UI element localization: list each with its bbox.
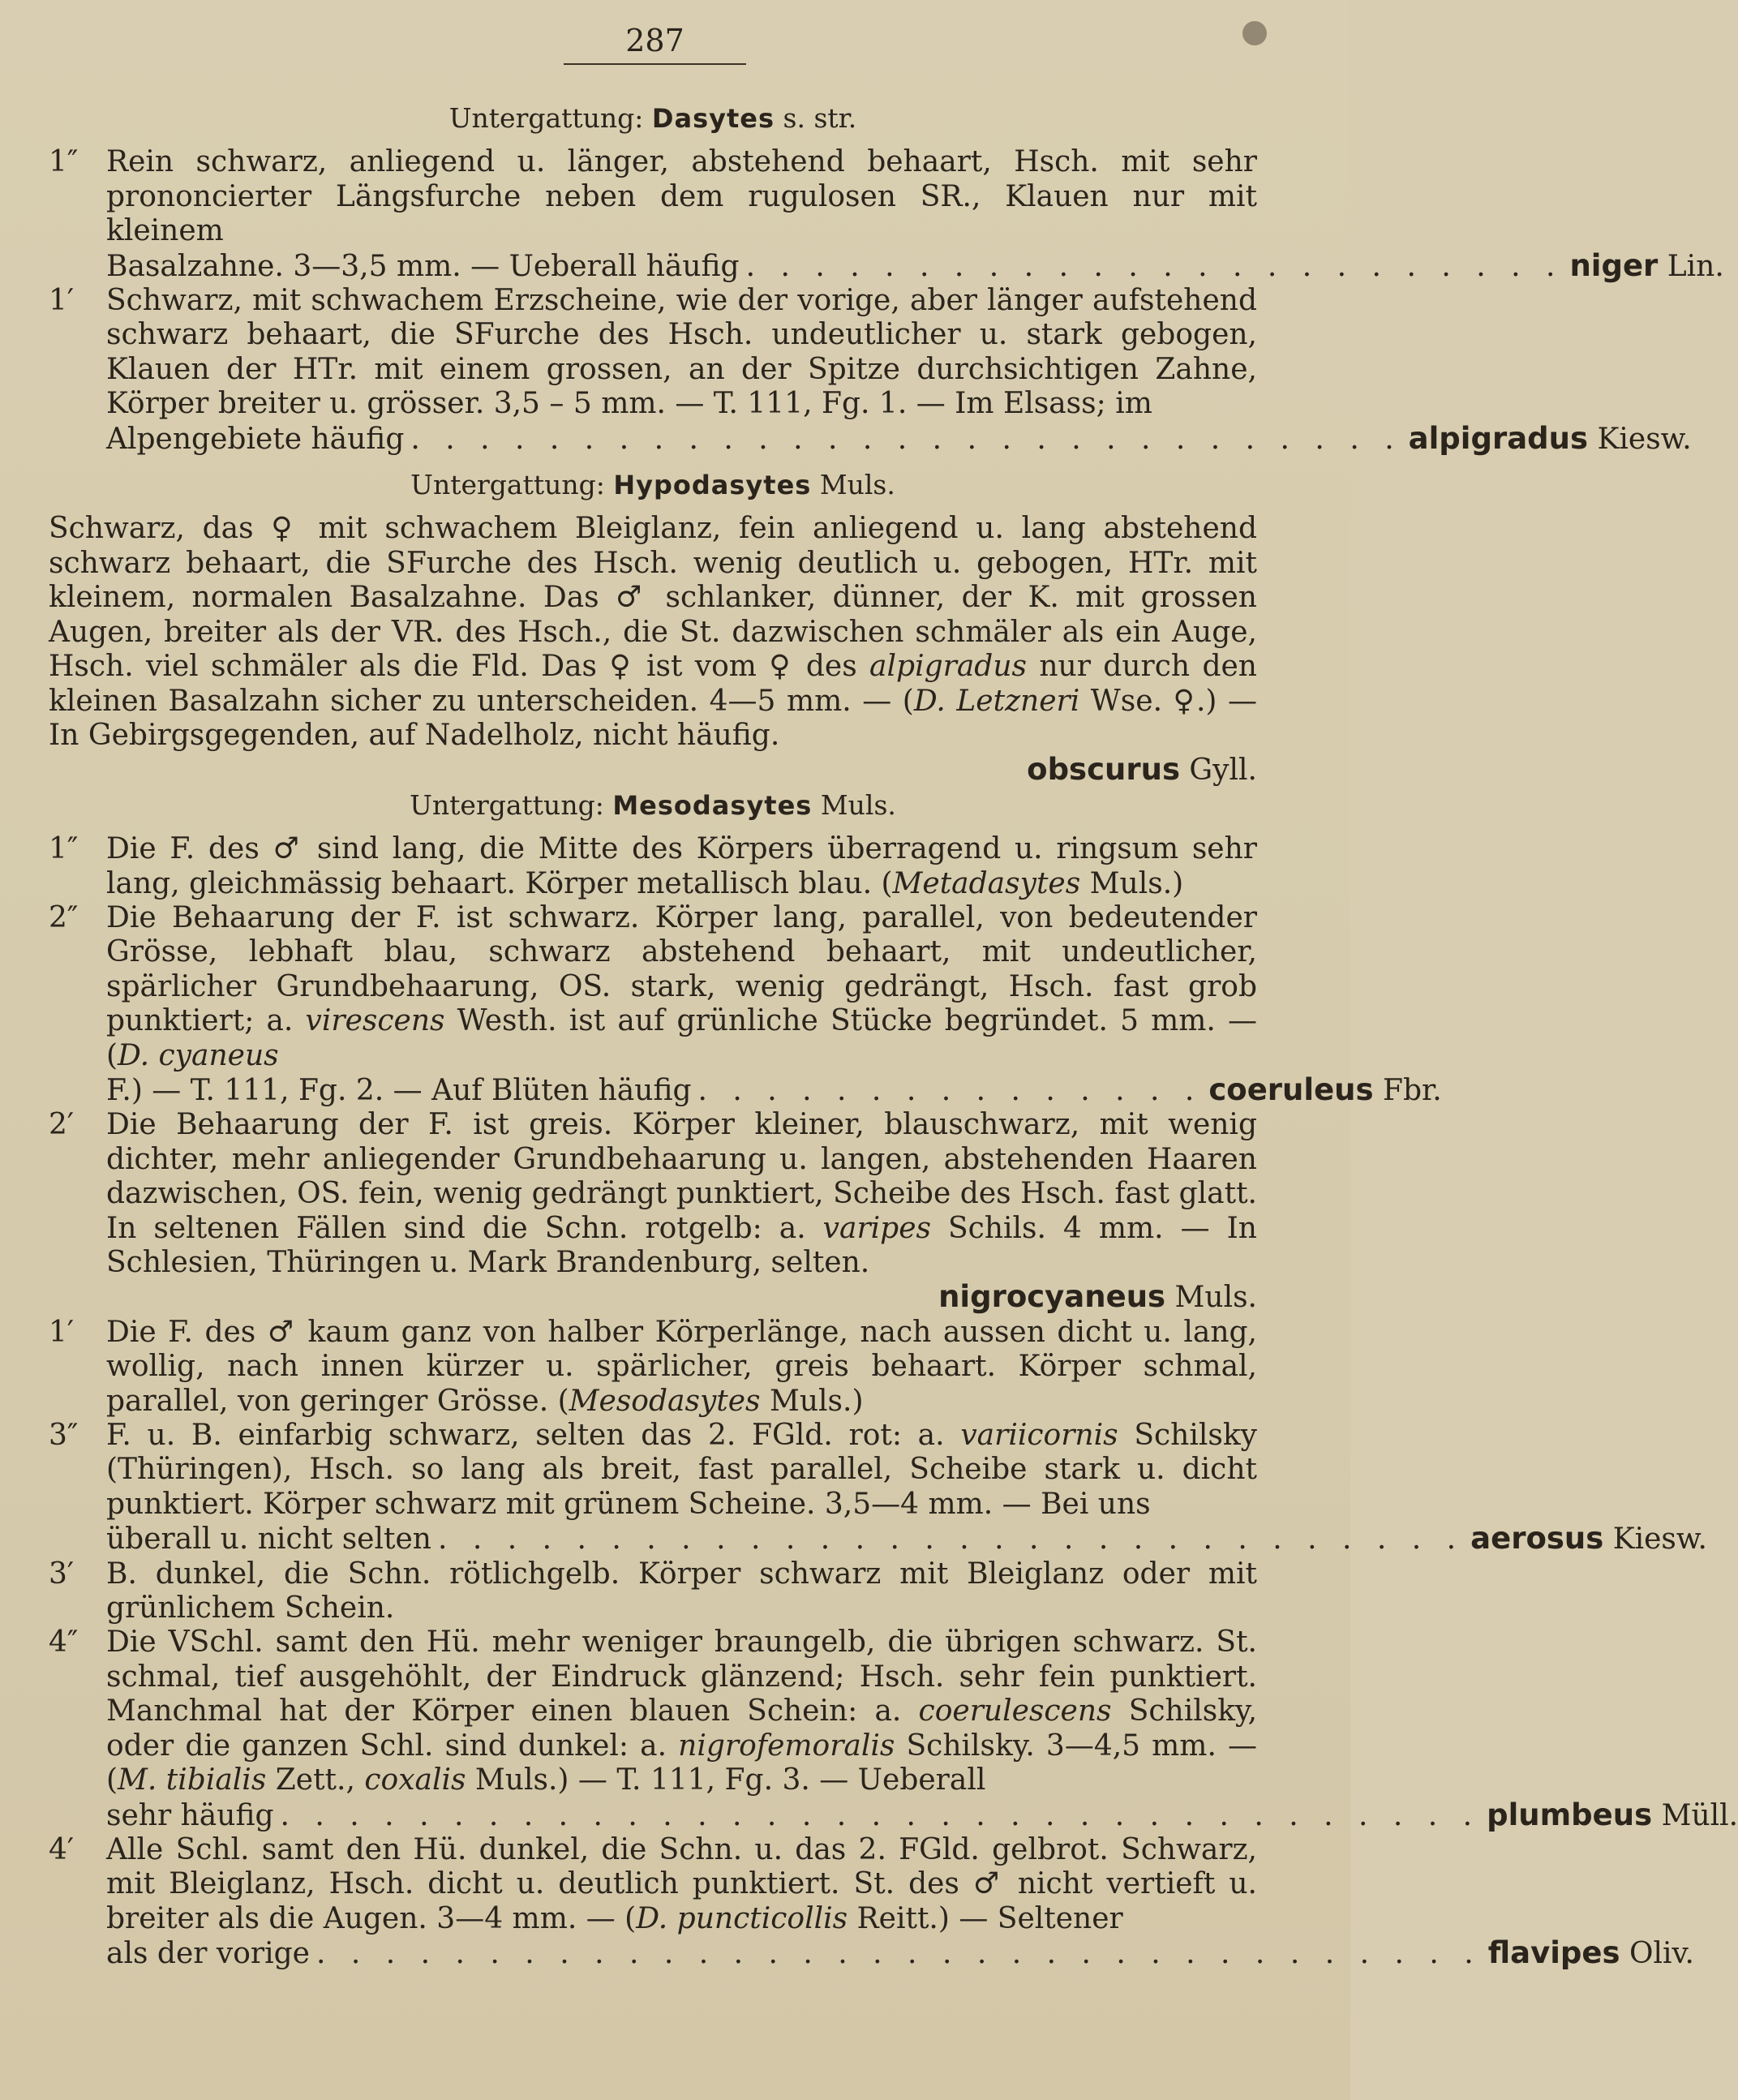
- genus-name: Mesodasytes: [612, 789, 813, 821]
- species-line: Basalzahne. 3—3,5 mm. — Ueberall häufig . . . . . . . . . . . . . . . . . . . . . . . . niger Lin.: [106, 247, 1724, 283]
- entry-number: 4″: [49, 1625, 79, 1660]
- key-entry: 1′ Die F. des ♂ kaum ganz von halber Körperlänge, nach aussen dicht u. lang, wollig, nach innen kürzer u. spärlicher, greis behaart. Körper schmal, parallel, von geringer Grösse. (Mesodasytes Muls.): [49, 1315, 1257, 1418]
- key-entry: 4″ Die VSchl. samt den Hü. mehr weniger braungelb, die übrigen schwarz. St. schmal, tief ausgehöhlt, der Eindruck glänzend; Hsch. sehr fein punktiert. Manchmal hat der Körper einen blauen Schein: a. coerulescens Schilsky, oder die ganzen Schl. sind dunkel: a. nigrofemoralis Schilsky. 3—4,5 mm. — (M. tibialis Zett., coxalis Muls.) — T. 111, Fg. 3. — Ueberall sehr häufig . . . . . . . . . . . . . . . . . . . . . . . . . . . . . . . . . . . plumbeus Müll.: [49, 1625, 1738, 1832]
- species-name: niger: [1569, 247, 1659, 283]
- species-author: Kiesw.: [1597, 422, 1692, 456]
- entry-number: 2′: [49, 1108, 75, 1142]
- entry-number: 3′: [49, 1557, 75, 1591]
- key-entry: 4′ Alle Schl. samt den Hü. dunkel, die Schn. u. das 2. FGld. gelbrot. Schwarz, mit Bleiglanz, Hsch. dicht u. deutlich punktiert. St. des ♂ nicht vertieft u. breiter als die Augen. 3—4 mm. — (D. puncticollis Reitt.) — Seltener als der vorige . . . . . . . . . . . . . . . . . . . . . . . . . . . . . . . . . . flavipes Oliv.: [49, 1832, 1695, 1971]
- species-name: flavipes: [1487, 1935, 1620, 1971]
- species-author: Muls.: [1174, 1281, 1257, 1315]
- species-line: sehr häufig . . . . . . . . . . . . . . . . . . . . . . . . . . . . . . . . . . . plumbeus Müll.: [106, 1797, 1738, 1832]
- key-entry: 1′ Schwarz, mit schwachem Erzscheine, wie der vorige, aber länger aufstehend schwarz behaart, die SFurche des Hsch. undeutlicher u. stark gebogen, Klauen der HTr. mit einem grossen, an der Spitze durchsichtigen Zahne, Körper breiter u. grösser. 3,5 – 5 mm. — T. 111, Fg. 1. — Im Elsass; im Alpengebiete häufig . . . . . . . . . . . . . . . . . . . . . . . . . . . . . alpigradus Kiesw.: [49, 284, 1692, 456]
- entry-number: 1′: [49, 1315, 75, 1349]
- species-name: coeruleus: [1208, 1071, 1374, 1107]
- genus-name: Dasytes: [651, 103, 775, 134]
- key-entry: 3′ B. dunkel, die Schn. rötlichgelb. Körper schwarz mit Bleiglanz oder mit grünlichem Schein.: [49, 1557, 1257, 1625]
- species-author: Kiesw.: [1612, 1522, 1707, 1557]
- species-line: Alpengebiete häufig . . . . . . . . . . . . . . . . . . . . . . . . . . . . . alpigradus Kiesw.: [106, 420, 1692, 456]
- leader-dots: . . . . . . . . . . . . . . . . . . . . . . . . . . . . . . . . . . .: [280, 1798, 1481, 1832]
- species-author: Oliv.: [1629, 1937, 1695, 1971]
- section-heading-dasytes: Untergattung: Dasytes s. str.: [448, 102, 857, 134]
- description-paragraph: Schwarz, das ♀ mit schwachem Bleiglanz, fein anliegend u. lang abstehend schwarz behaart, die SFurche des Hsch. wenig deutlich u. gebogen, HTr. mit kleinem, normalen Basalzahne. Das ♂ schlanker, dünner, der K. mit grossen Augen, breiter als der VR. des Hsch., die St. dazwischen schmäler als ein Auge, Hsch. viel schmäler als die Fld. Das ♀ ist vom ♀ des alpigradus nur durch den kleinen Basalzahn sicher zu unterscheiden. 4—5 mm. — (D. Letzneri Wse. ♀.) — In Gebirgsgegenden, auf Nadelholz, nicht häufig. obscurus Gyll.: [49, 512, 1257, 788]
- entry-number: 1″: [49, 832, 79, 866]
- species-author: Gyll.: [1189, 754, 1257, 788]
- key-entry: 1″ Die F. des ♂ sind lang, die Mitte des Körpers überragend u. ringsum sehr lang, gleichmässig behaart. Körper metallisch blau. (Metadasytes Muls.): [49, 832, 1257, 900]
- species-line: F.) — T. 111, Fg. 2. — Auf Blüten häufig . . . . . . . . . . . . . . . coeruleus Fbr.: [106, 1071, 1442, 1107]
- page-content: [49, 101, 1738, 1972]
- leader-dots: . . . . . . . . . . . . . . . . . . . . . . . . . . . . . . . . . .: [315, 1937, 1482, 1971]
- species-line: [49, 753, 1257, 788]
- species-line: als der vorige . . . . . . . . . . . . . . . . . . . . . . . . . . . . . . . . . . flavipes Oliv.: [106, 1935, 1695, 1971]
- leader-dots: . . . . . . . . . . . . . . .: [697, 1073, 1203, 1107]
- header-rule: [564, 63, 746, 65]
- key-entry: 1″ Rein schwarz, anliegend u. länger, abstehend behaart, Hsch. mit sehr prononcierter Längsfurche neben dem rugulosen SR., Klauen nur mit kleinem Basalzahne. 3—3,5 mm. — Ueberall häufig . . . . . . . . . . . . . . . . . . . . . . . . niger Lin.: [49, 145, 1724, 283]
- species-name: obscurus: [1027, 752, 1180, 788]
- leader-dots: . . . . . . . . . . . . . . . . . . . . . . . . . . . . . .: [437, 1522, 1465, 1557]
- entry-number: 3″: [49, 1419, 79, 1453]
- entry-number: 1′: [49, 284, 75, 318]
- key-entry: 2′ Die Behaarung der F. ist greis. Körper kleiner, blauschwarz, mit wenig dichter, mehr anliegender Grundbehaarung u. langen, abstehenden Haaren dazwischen, OS. fein, wenig gedrängt punktiert, Scheibe des Hsch. fast glatt. In seltenen Fällen sind die Schn. rotgelb: a. varipes Schils. 4 mm. — In Schlesien, Thüringen u. Mark Brandenburg, selten. nigrocyaneus Muls.: [49, 1108, 1257, 1315]
- species-line: überall u. nicht selten . . . . . . . . . . . . . . . . . . . . . . . . . . . . . . aerosus Kiesw.: [106, 1521, 1707, 1557]
- entry-number: 2″: [49, 900, 79, 934]
- ink-spot: [1242, 21, 1267, 45]
- species-name: plumbeus: [1487, 1797, 1653, 1832]
- entry-number: 4′: [49, 1832, 75, 1866]
- page-number: 287: [625, 23, 684, 58]
- species-name: aerosus: [1470, 1521, 1604, 1557]
- leader-dots: . . . . . . . . . . . . . . . . . . . . . . . .: [745, 249, 1564, 283]
- section-heading-mesodasytes: Untergattung: Mesodasytes Muls.: [410, 788, 896, 821]
- genus-name: Hypodasytes: [613, 470, 812, 501]
- species-line: [106, 1280, 1257, 1315]
- species-author: Müll.: [1661, 1798, 1738, 1832]
- species-author: Fbr.: [1383, 1073, 1442, 1107]
- key-entry: 2″ Die Behaarung der F. ist schwarz. Körper lang, parallel, von bedeutender Grösse, lebhaft blau, schwarz abstehend behaart, mit undeutlicher, spärlicher Grundbehaarung, OS. stark, wenig gedrängt, Hsch. fast grob punktiert; a. virescens Westh. ist auf grünliche Stücke begründet. 5 mm. — (D. cyaneus F.) — T. 111, Fg. 2. — Auf Blüten häufig . . . . . . . . . . . . . . . coeruleus Fbr.: [49, 900, 1442, 1107]
- entry-number: 1″: [49, 145, 79, 179]
- leader-dots: . . . . . . . . . . . . . . . . . . . . . . . . . . . . .: [410, 422, 1402, 456]
- section-heading-hypodasytes: Untergattung: Hypodasytes Muls.: [410, 469, 895, 501]
- species-name: nigrocyaneus: [938, 1279, 1166, 1315]
- species-author: Lin.: [1667, 249, 1724, 283]
- species-name: alpigradus: [1408, 420, 1589, 456]
- key-entry: 3″ F. u. B. einfarbig schwarz, selten das 2. FGld. rot: a. variicornis Schilsky (Thüringen), Hsch. so lang als breit, fast parallel, Scheibe stark u. dicht punktiert. Körper schwarz mit grünem Scheine. 3,5—4 mm. — Bei uns überall u. nicht selten . . . . . . . . . . . . . . . . . . . . . . . . . . . . . . aerosus Kiesw.: [49, 1419, 1707, 1557]
